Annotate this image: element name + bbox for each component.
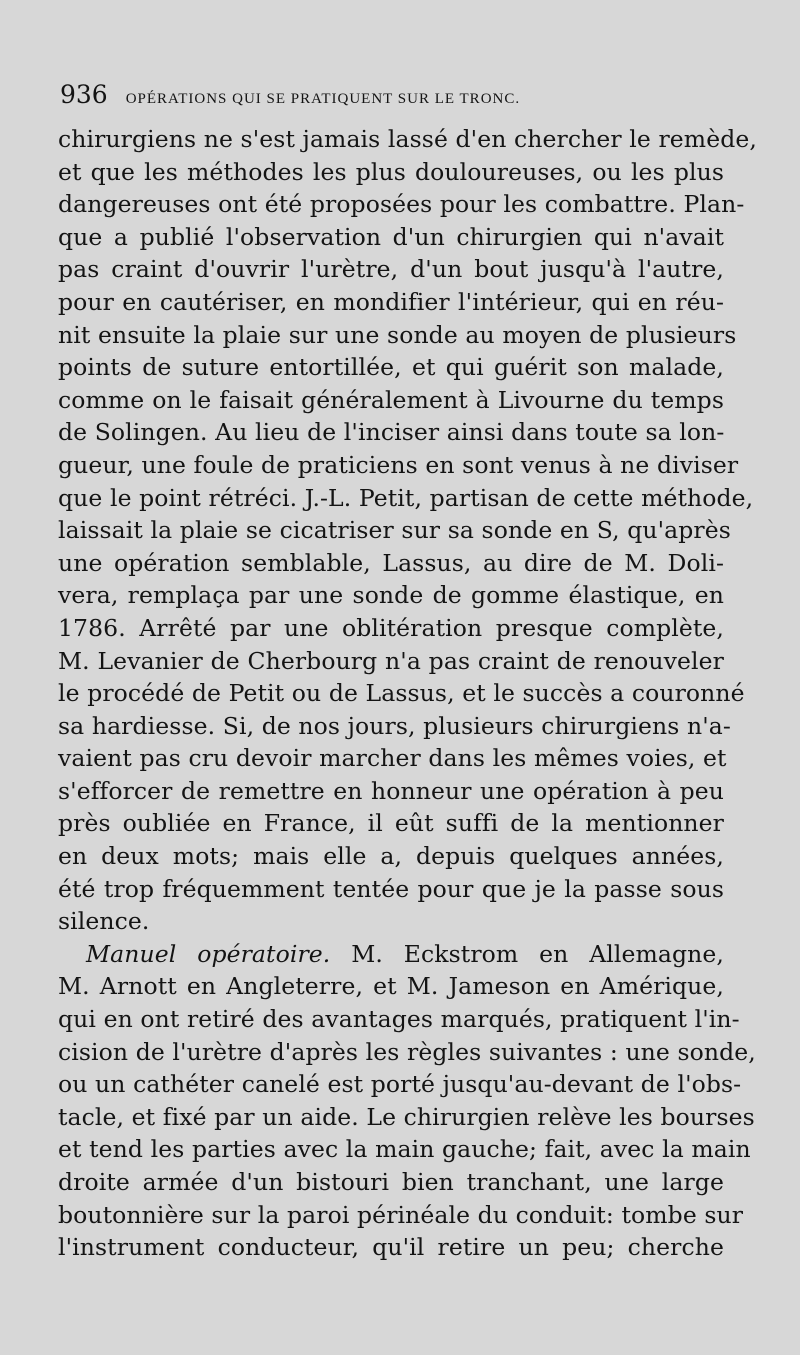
text-line: ou un cathéter canelé est porté jusqu'au-devant de l'obs- [58,1070,742,1099]
text-line: M. Arnott en Angleterre, et M. Jameson en Amérique, [58,972,724,1001]
text-line: et tend les parties avec la main gauche; fait, avec la main [58,1135,751,1164]
text-line: qui en ont retiré des avantages marqués, pratiquent l'in- [58,1005,740,1034]
text-line: nit ensuite la plaie sur une sonde au moyen de plusieurs [58,320,737,349]
text-line: que a publié l'observation d'un chirurgien qui n'avait [58,222,724,251]
text-line: comme on le faisait généralement à Livourne du temps [58,385,724,414]
running-title: OPÉRATIONS QUI SE PRATIQUENT SUR LE TRONC. [125,91,521,107]
text-line: tacle, et fixé par un aide. Le chirurgien relève les bourses [58,1102,755,1131]
paragraph-2 [58,970,756,1263]
text-line: et que les méthodes les plus douloureuses, ou les plus [58,157,724,186]
text-line: le procédé de Petit ou de Lassus, et le succès a couronné [58,679,745,708]
text-line: 1786. Arrêté par une oblitération presque complète, [58,613,724,642]
text-line: une opération semblable, Lassus, au dire de M. Doli- [58,548,724,577]
text-line: près oubliée en France, il eût suffi de la mentionner [58,809,724,838]
text-line: l'instrument conducteur, qu'il retire un peu; cherche [58,1233,724,1262]
text-line: en deux mots; mais elle a, depuis quelques années, [58,842,724,871]
text-line: que le point rétréci. J.-L. Petit, partisan de cette méthode, [58,483,754,512]
text-line: vaient pas cru devoir marcher dans les mêmes voies, et [58,744,727,773]
text-line: points de suture entortillée, et qui guérit son malade, [58,353,724,382]
text-line: s'efforcer de remettre en honneur une opération à peu [58,776,724,805]
text-line: dangereuses ont été proposées pour les combattre. Plan- [58,190,745,219]
text-line: chirurgiens ne s'est jamais lassé d'en chercher le remède, [58,125,757,153]
paragraph-2-first-line [58,938,724,971]
paragraph-2-first-line-text: M. Eckstrom en Allemagne, [330,939,724,968]
text-line: droite armée d'un bistouri bien tranchant, une large [58,1168,724,1196]
paragraph-lead: Manuel opératoire. [86,939,331,968]
text-line: laissait la plaie se cicatriser sur sa sonde en S, qu'après [58,516,731,545]
page-number: 936 [60,80,108,109]
page-header [60,78,750,112]
page-body [58,123,757,1264]
text-line: de Solingen. Au lieu de l'inciser ainsi dans toute sa lon- [58,418,725,447]
text-line: été trop fréquemment tentée pour que je la passe sous [58,874,724,903]
text-line: gueur, une foule de praticiens en sont venus à ne diviser [58,450,739,479]
text-line: M. Levanier de Cherbourg n'a pas craint de renouveler [58,646,724,675]
text-line: boutonnière sur la paroi périnéale du conduit: tombe sur [58,1200,744,1229]
paragraph-1 [58,123,757,938]
text-line: vera, remplaça par une sonde de gomme élastique, en [58,581,724,610]
text-line: pas craint d'ouvrir l'urètre, d'un bout jusqu'à l'autre, [58,255,724,284]
text-line: cision de l'urètre d'après les règles suivantes : une sonde, [58,1037,756,1066]
text-line: pour en cautériser, en mondifier l'intérieur, qui en réu- [58,287,724,316]
text-line: silence. [58,907,150,936]
text-line: sa hardiesse. Si, de nos jours, plusieurs chirurgiens n'a- [58,711,731,740]
